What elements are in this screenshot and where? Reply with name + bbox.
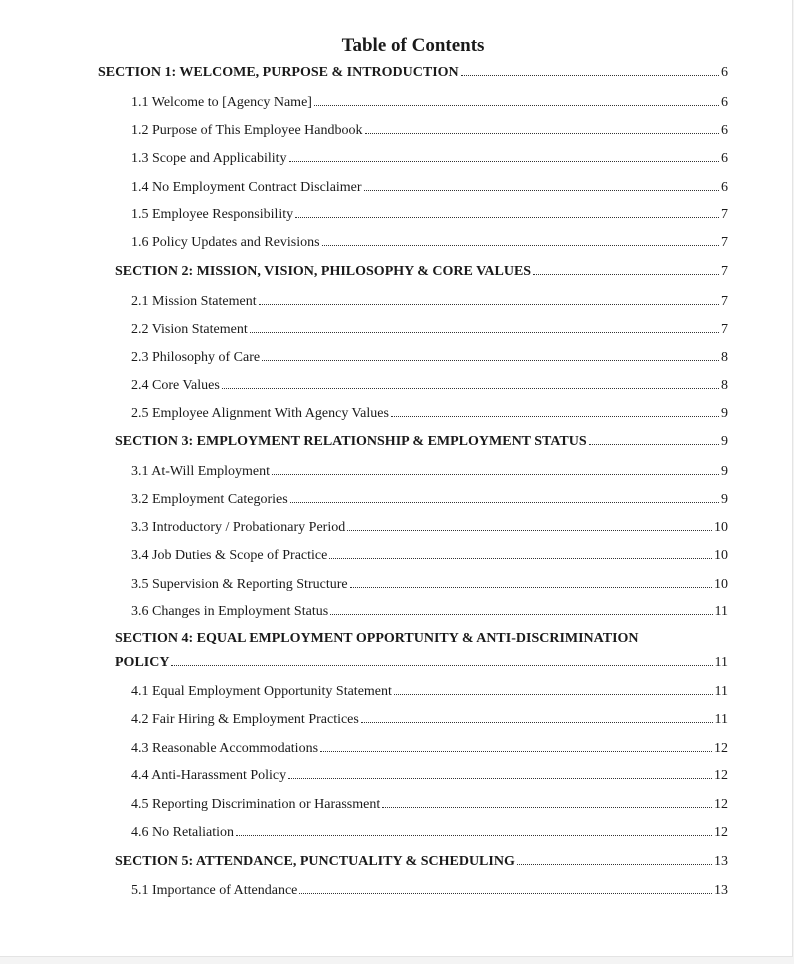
toc-entry-label: 2.5 Employee Alignment With Agency Values — [131, 406, 389, 421]
toc-entry-2-5[interactable] — [131, 404, 728, 423]
toc-entry-label: 2.1 Mission Statement — [131, 294, 257, 309]
toc-page-number: 7 — [721, 322, 728, 337]
dot-leader — [322, 233, 719, 246]
toc-entry-label: SECTION 1: WELCOME, PURPOSE & INTRODUCTION — [98, 65, 459, 80]
toc-entry-label: 1.5 Employee Responsibility — [131, 207, 294, 222]
dot-leader — [361, 710, 713, 723]
toc-entry-label: 4.5 Reporting Discrimination or Harassment — [131, 797, 381, 812]
dot-leader — [330, 602, 712, 615]
dot-leader — [171, 653, 712, 666]
toc-entry-2-4[interactable] — [131, 376, 728, 395]
dot-leader — [262, 348, 719, 361]
toc-entry-label: 1.4 No Employment Contract Disclaimer — [131, 180, 362, 195]
toc-title: Table of Contents — [341, 35, 485, 56]
dot-leader — [347, 518, 712, 531]
toc-entry-label: 4.4 Anti-Harassment Policy — [131, 768, 287, 783]
toc-entry-label: 1.3 Scope and Applicability — [131, 151, 287, 166]
toc-entry-label: SECTION 3: EMPLOYMENT RELATIONSHIP & EMPLOYMENT STATUS — [115, 434, 587, 449]
toc-section-2[interactable] — [115, 262, 728, 281]
toc-entry-1-6[interactable] — [131, 233, 728, 252]
toc-page-number: 6 — [721, 151, 728, 166]
toc-page-number: 10 — [714, 577, 728, 592]
toc-entry-label: 3.2 Employment Categories — [131, 492, 288, 507]
toc-entry-label: 2.3 Philosophy of Care — [131, 350, 261, 365]
toc-page-number: 7 — [721, 264, 728, 279]
dot-leader — [272, 462, 719, 475]
dot-leader — [364, 178, 719, 191]
toc-page-number: 10 — [714, 520, 728, 535]
toc-page-number: 7 — [721, 294, 728, 309]
toc-page-number: 12 — [714, 768, 728, 783]
toc-entry-4-5[interactable] — [131, 795, 728, 814]
toc-entry-4-6[interactable] — [131, 823, 728, 842]
toc-entry-1-4[interactable] — [131, 178, 728, 197]
dot-leader — [589, 432, 719, 445]
toc-section-1[interactable] — [98, 63, 728, 82]
toc-page-number: 12 — [714, 741, 728, 756]
toc-entry-3-6[interactable] — [131, 602, 728, 621]
toc-entry-label: 3.1 At-Will Employment — [131, 464, 271, 479]
toc-page-number: 11 — [714, 655, 728, 670]
toc-entry-label: 1.1 Welcome to [Agency Name] — [131, 95, 312, 110]
toc-entry-label: 2.4 Core Values — [131, 378, 220, 393]
toc-entry-label: 3.3 Introductory / Probationary Period — [131, 520, 346, 535]
toc-page-number: 12 — [714, 825, 728, 840]
toc-entry-label: 1.2 Purpose of This Employee Handbook — [131, 123, 363, 138]
toc-entry-label: 2.2 Vision Statement — [131, 322, 248, 337]
toc-page-number: 11 — [714, 684, 728, 699]
dot-leader — [250, 320, 719, 333]
toc-section-5[interactable] — [115, 852, 728, 871]
toc-entry-label: 4.2 Fair Hiring & Employment Practices — [131, 712, 359, 727]
dot-leader — [382, 795, 712, 808]
dot-leader — [222, 376, 719, 389]
toc-page-number: 8 — [721, 378, 728, 393]
dot-leader — [320, 739, 712, 752]
toc-section-4-line-1[interactable]: SECTION 4: EQUAL EMPLOYMENT OPPORTUNITY & ANTI-DISCRIMINATION — [115, 631, 639, 646]
dot-leader — [350, 575, 712, 588]
toc-entry-label: 4.6 No Retaliation — [131, 825, 235, 840]
toc-page-number: 6 — [721, 95, 728, 110]
toc-page-number: 7 — [721, 207, 728, 222]
toc-page-number: 6 — [721, 65, 728, 80]
toc-entry-3-3[interactable] — [131, 518, 728, 537]
dot-leader — [391, 404, 719, 417]
toc-entry-label: POLICY — [115, 655, 170, 670]
toc-entry-4-3[interactable] — [131, 739, 728, 758]
toc-page-number: 11 — [714, 712, 728, 727]
dot-leader — [394, 682, 713, 695]
toc-page-number: 9 — [721, 406, 728, 421]
toc-page-number: 10 — [714, 548, 728, 563]
toc-section-4[interactable] — [115, 653, 728, 672]
toc-entry-label: 1.6 Policy Updates and Revisions — [131, 235, 320, 250]
toc-page-number: 13 — [714, 854, 728, 869]
dot-leader — [365, 121, 720, 134]
dot-leader — [533, 262, 719, 275]
dot-leader — [236, 823, 712, 836]
toc-page-number: 6 — [721, 123, 728, 138]
toc-entry-label: 4.3 Reasonable Accommodations — [131, 741, 319, 756]
toc-page-number: 9 — [721, 464, 728, 479]
toc-entry-1-5[interactable] — [131, 205, 728, 224]
toc-entry-1-2[interactable] — [131, 121, 728, 140]
toc-entry-2-2[interactable] — [131, 320, 728, 339]
dot-leader — [295, 205, 719, 218]
toc-entry-2-3[interactable] — [131, 348, 728, 367]
toc-entry-label: 3.5 Supervision & Reporting Structure — [131, 577, 348, 592]
toc-entry-4-1[interactable] — [131, 682, 728, 701]
dot-leader — [289, 149, 719, 162]
toc-page-number: 9 — [721, 434, 728, 449]
toc-entry-3-4[interactable] — [131, 546, 728, 565]
toc-page-number: 8 — [721, 350, 728, 365]
toc-entry-label: 5.1 Importance of Attendance — [131, 883, 298, 898]
dot-leader — [299, 881, 712, 894]
toc-entry-label: 4.1 Equal Employment Opportunity Statement — [131, 684, 392, 699]
toc-entry-3-1[interactable] — [131, 462, 728, 481]
toc-section-3[interactable] — [115, 432, 728, 451]
toc-page-number: 12 — [714, 797, 728, 812]
toc-entry-1-1[interactable] — [131, 93, 728, 112]
toc-entry-4-4[interactable] — [131, 766, 728, 785]
dot-leader — [461, 63, 719, 76]
toc-entry-label: 3.4 Job Duties & Scope of Practice — [131, 548, 328, 563]
toc-page-number: 13 — [714, 883, 728, 898]
dot-leader — [329, 546, 712, 559]
toc-entry-4-2[interactable] — [131, 710, 728, 729]
toc-page-number: 7 — [721, 235, 728, 250]
toc-page-number: 11 — [714, 604, 728, 619]
toc-entry-3-2[interactable] — [131, 490, 728, 509]
dot-leader — [517, 852, 712, 865]
toc-entry-label: 3.6 Changes in Employment Status — [131, 604, 329, 619]
toc-entry-3-5[interactable] — [131, 575, 728, 594]
toc-page-number: 6 — [721, 180, 728, 195]
toc-entry-label: SECTION 5: ATTENDANCE, PUNCTUALITY & SCHEDULING — [115, 854, 515, 869]
toc-entry-2-1[interactable] — [131, 292, 728, 311]
toc-page-number: 9 — [721, 492, 728, 507]
toc-entry-1-3[interactable] — [131, 149, 728, 168]
toc-entry-label: SECTION 2: MISSION, VISION, PHILOSOPHY & CORE VALUES — [115, 264, 532, 279]
dot-leader — [290, 490, 719, 503]
toc-entry-5-1[interactable] — [131, 881, 728, 900]
dot-leader — [259, 292, 719, 305]
dot-leader — [288, 766, 712, 779]
dot-leader — [314, 93, 719, 106]
